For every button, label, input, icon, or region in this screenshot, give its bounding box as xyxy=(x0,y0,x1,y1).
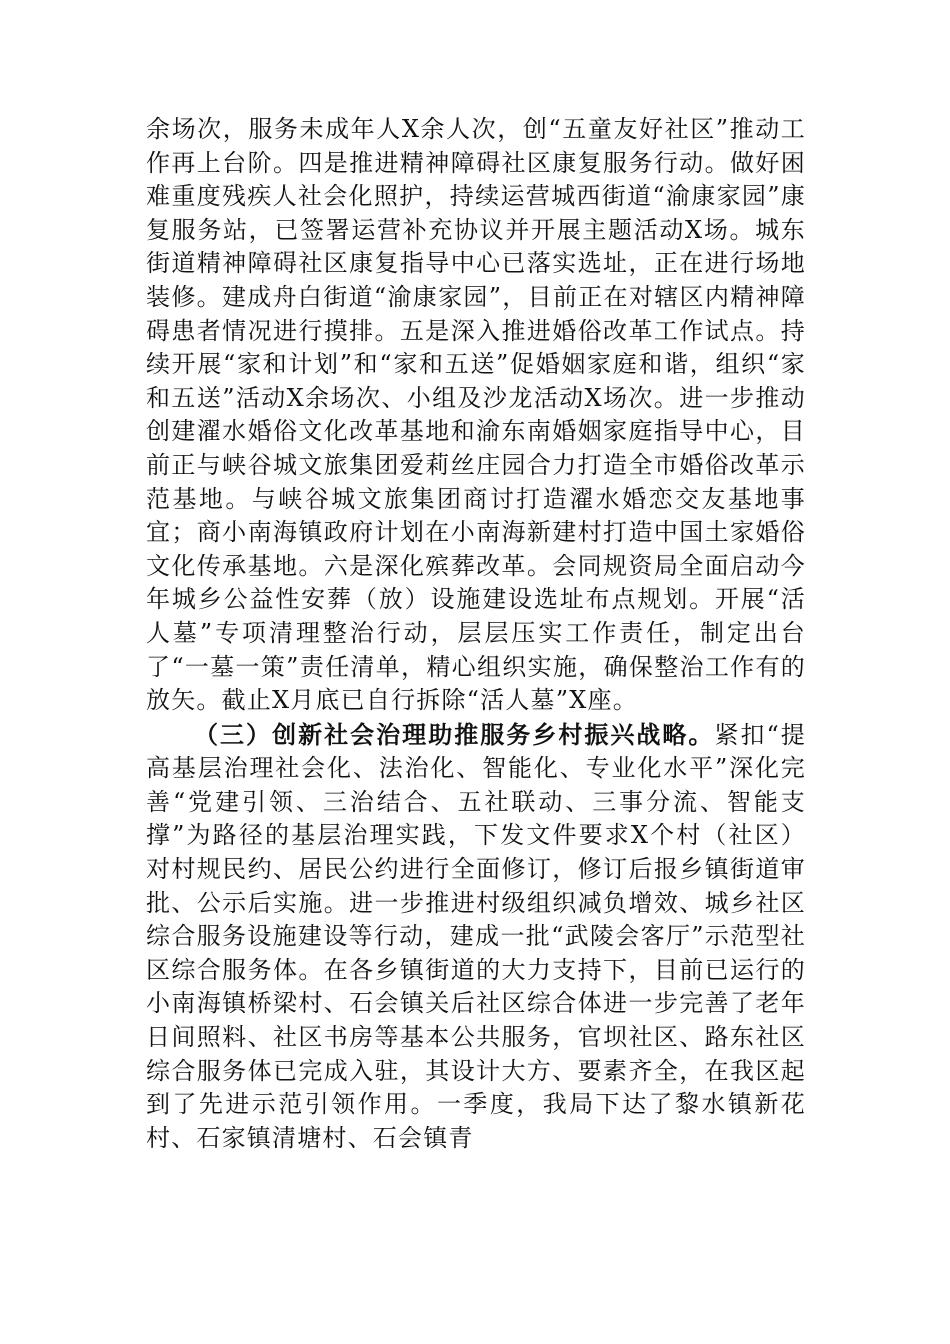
paragraph-2-text: 紧扣“提高基层治理社会化、法治化、智能化、专业化水平”深化完善“党建引领、三治结合、五社联动、三事分流、智能支撑”为路径的基层治理实践，下发文件要求X个村（社区）对村规民约、居民公约进行全面修订，修订后报乡镇街道审批、公示后实施。进一步推进村级组织减负增效、城乡社区综合服务设施建设等行动，建成一批“武陵会客厅”示范型社区综合服务体。在各乡镇街道的大力支持下，目前已运行的小南海镇桥梁村、石会镇关后社区综合体进一步完善了老年日间照料、社区书房等基本公共服务，官坝社区、路东社区综合服务体已完成入驻，其设计大方、要素齐全，在我区起到了先进示范引领作用。一季度，我局下达了黎水镇新花村、石家镇清塘村、石会镇青 xyxy=(146,720,806,1152)
paragraph-1-text: 余场次，服务未成年人X余人次，创“五童友好社区”推动工作再上台阶。四是推进精神障碍社区康复服务行动。做好困难重度残疾人社会化照护，持续运营城西街道“渝康家园”康复服务站，已签署运营补充协议并开展主题活动X场。城东街道精神障碍社区康复指导中心已落实选址，正在进行场地装修。建成舟白街道“渝康家园”，目前正在对辖区内精神障碍患者情况进行摸排。五是深入推进婚俗改革工作试点。持续开展“家和计划”和“家和五送”促婚姻家庭和谐，组织“家和五送”活动X余场次、小组及沙龙活动X场次。进一步推动创建濯水婚俗文化改革基地和渝东南婚姻家庭指导中心，目前正与峡谷城文旅集团爱莉丝庄园合力打造全市婚俗改革示范基地。与峡谷城文旅集团商讨打造濯水婚恋交友基地事宜；商小南海镇政府计划在小南海新建村打造中国土家婚俗文化传承基地。六是深化殡葬改革。会同规资局全面启动今年城乡公益性安葬（放）设施建设选址布点规划。开展“活人墓”专项清理整治行动，层层压实工作责任，制定出台了“一墓一策”责任清单，精心组织实施，确保整治工作有的放矢。截止X月底已自行拆除“活人墓”X座。 xyxy=(146,115,806,715)
body-paragraph-2 xyxy=(146,718,806,1156)
section-heading-3: （三）创新社会治理助推服务乡村振兴战略。 xyxy=(194,719,715,749)
body-paragraph-1 xyxy=(146,113,806,718)
document-page xyxy=(146,113,806,1155)
